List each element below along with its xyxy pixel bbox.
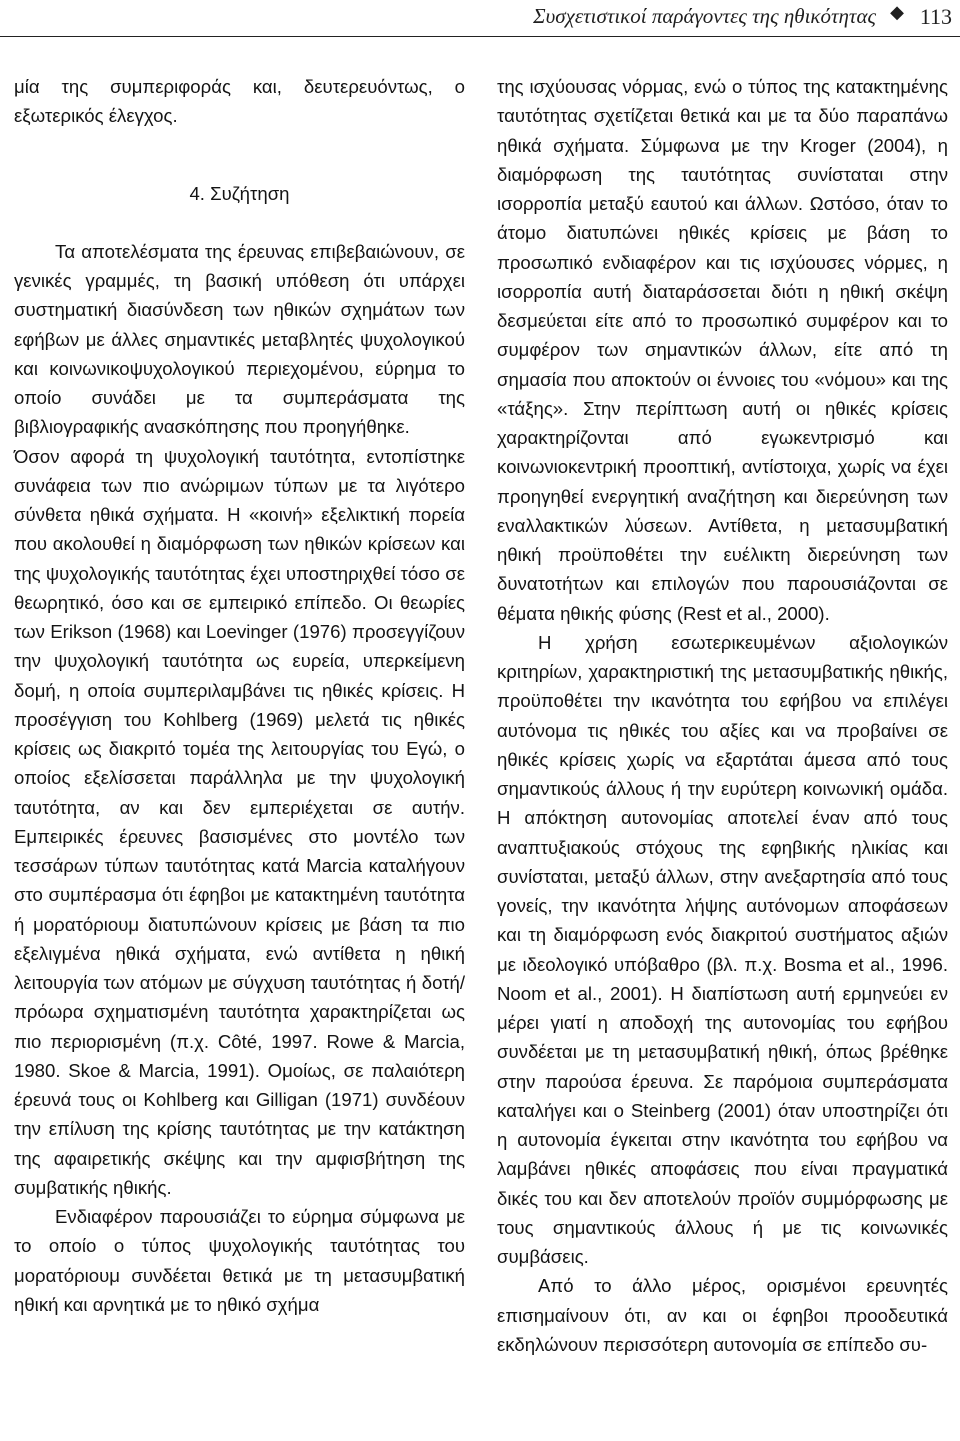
paragraph: Η χρήση εσωτερικευμένων αξιολογικών κριτηρίων, χαρακτηριστική της μετασυμβατικής ηθικής, προϋποθέτει την ικανότητα του εφήβου να επιλέγει αυτόνομα τις ηθικές του αξίες και να προβαίνει σε ηθικές κρίσεις χωρίς να εξαρτάται άμεσα από τους σημαντικούς άλλους ή την ευρύτερη κοινωνική ομάδα. Η απόκτηση αυτονομίας αποτελεί έναν από τους αναπτυξιακούς στόχους της εφηβικής ηλικίας και συνίσταται, μεταξύ άλλων, στην ανεξαρτησία από τους γονείς, την ικανότητα λήψης αυτόνομων αποφάσεων και τη διαμόρφωση ενός διακριτού συστήματος αξιών με ιδεολογικό υπόβαθρο (βλ. π.χ. Bosma et al., 1996. Noom et al., 2001). Η διαπίστωση αυτή ερμηνεύει εν μέρει γιατί η αποδοχή της αυτονομίας του εφήβου συνδέεται με τη μετασυμβατική ηθική, όπως βρέθηκε στην παρούσα έρευνα. Σε παρόμοια συμπεράσματα καταλήγει και ο Steinberg (2001) όταν υποστηρίζει ότι η αυτονομία έγκειται στην ικανότητα του εφήβου να λαμβάνει ηθικές αποφάσεις που είναι πραγματικά δικές του και δεν αποτελούν προϊόν συμμόρφωσης με τους σημαντικούς άλλους ή με τις κοινωνικές συμβάσεις. [497, 631, 948, 1267]
paragraph-continuation: μία της συμπεριφοράς και, δευτερευόντως, ο εξωτερικός έλεγχος. [14, 76, 465, 127]
paragraph-continuation: της ισχύουσας νόρμας, ενώ ο τύπος της κατακτημένης ταυτότητας σχετίζεται θετικά και με τα δύο παραπάνω ηθικά σχήματα. Σύμφωνα με την Kroger (2004), η διαμόρφωση της ταυτότητας συνίσταται στην ισορροπία μεταξύ εαυτού και άλλων. Ωστόσο, όταν το άτομο διατυπώνει ηθικές κρίσεις με βάση το προσωπικό ενδιαφέρον και τις ισχύουσες νόρμες, η ισορροπία αυτή διαταράσσεται διότι η ηθική σκέψη δεσμεύεται είτε από το προσωπικό συμφέρον και το συμφέρον των σημαντικών άλλων, είτε από τη σημασία που αποκτούν οι έννοιες του «νόμου» και της «τάξης». Στην περίπτωση αυτή οι ηθικές κρίσεις χαρακτηρίζονται από εγωκεντρισμό και κοινωνιοκεντρική προοπτική, αντίστοιχα, χωρίς να έχει προηγηθεί ενεργητική αναζήτηση και διερεύνηση των εναλλακτικών λύσεων. Αντίθετα, η μετασυμβατική ηθική προϋποθέτει την ευέλικτη διερεύνηση των δυνατοτήτων και επιλογών που παρουσιάζονται σε θέματα ηθικής φύσης (Rest et al., 2000). [497, 76, 948, 624]
paragraph: Τα αποτελέσματα της έρευνας επιβεβαιώνουν, σε γενικές γραμμές, τη βασική υπόθεση ότι υπάρχει συστηματική διασύνδεση των ηθικών σχημάτων των εφήβων με άλλες σημαντικές μεταβλητές ψυχολογικού και κοινωνικοψυχολογικού περιεχομένου, εύρημα το οποίο συνάδει με τα συμπεράσματα της βιβλιογραφικής ανασκόπησης που προηγήθηκε. [14, 240, 465, 438]
left-column [14, 72, 465, 1319]
paragraph: Από το άλλο μέρος, ορισμένοι ερευνητές επισημαίνουν ότι, αν και οι έφηβοι προοδευτικά εκδηλώνουν περισσότερη αυτονομία σε επίπεδο συ- [497, 1275, 948, 1355]
paragraph: Όσον αφορά τη ψυχολογική ταυτότητα, εντοπίστηκε συνάφεια των πιο ανώριμων τύπων με τα λιγότερο σύνθετα ηθικά σχήματα. Η «κοινή» εξελικτική πορεία που ακολουθεί η διαμόρφωση των ηθικών κρίσεων και της ψυχολογικής ταυτότητας έχει υποστηριχθεί τόσο σε θεωρητικό, όσο και σε εμπειρικό επίπεδο. Οι θεωρίες των Erikson (1968) και Loevinger (1976) προσεγγίζουν την ψυχολογική ταυτότητα ως ευρεία, υπερκείμενη δομή, η οποία συμπεριλαμβάνει τις ηθικές κρίσεις. Η προσέγγιση του Kohlberg (1969) μελετά τις ηθικές κρίσεις ως διακριτό τομέα της λειτουργίας του Εγώ, ο οποίος εξελίσσεται παράλληλα με την ψυχολογική ταυτότητα, αν και δεν εμπεριέχεται σε αυτήν. Εμπειρικές έρευνες βασισμένες στο μοντέλο των τεσσάρων τύπων ταυτότητας κατά Marcia καταλήγουν στο συμπέρασμα ότι έφηβοι με κατακτημένη ταυτότητα ή μορατόριουμ διατυπώνουν κρίσεις με βάση τα πιο εξελιγμένα ηθικά σχήματα, ενώ αντίθετα η ηθική λειτουργία των ατόμων με σύγχυση ταυτότητας ή δοτή/πρόωρα σχηματισμένη ταυτότητα χαρακτηρίζεται ως πιο περιορισμένη (π.χ. Côté, 1997. Rowe & Marcia, 1980. Skoe & Marcia, 1991). Ομοίως, σε παλαιότερη έρευνά τους οι Kohlberg και Gilligan (1971) συνδέουν την επίλυση της κρίσης ταυτότητας με την κατάκτηση της αφαιρετικής σκέψης και την αμφισβήτηση της συμβατικής ηθικής. [14, 445, 465, 1198]
paragraph: Ενδιαφέρον παρουσιάζει το εύρημα σύμφωνα με το οποίο ο τύπος ψυχολογικής ταυτότητας του μορατόριουμ συνδέεται θετικά με τη μετασυμβατική ηθική και αρνητικά με το ηθικό σχήμα [14, 1206, 465, 1315]
diamond-icon: ◆ [890, 2, 904, 22]
header-rule [0, 36, 960, 37]
page-number: 113 [919, 4, 952, 29]
running-title: Συσχετιστικοί παράγοντες της ηθικότητας [533, 4, 876, 28]
section-title: 4. Συζήτηση [189, 182, 290, 204]
right-column [497, 72, 948, 1359]
running-header [0, 0, 960, 44]
